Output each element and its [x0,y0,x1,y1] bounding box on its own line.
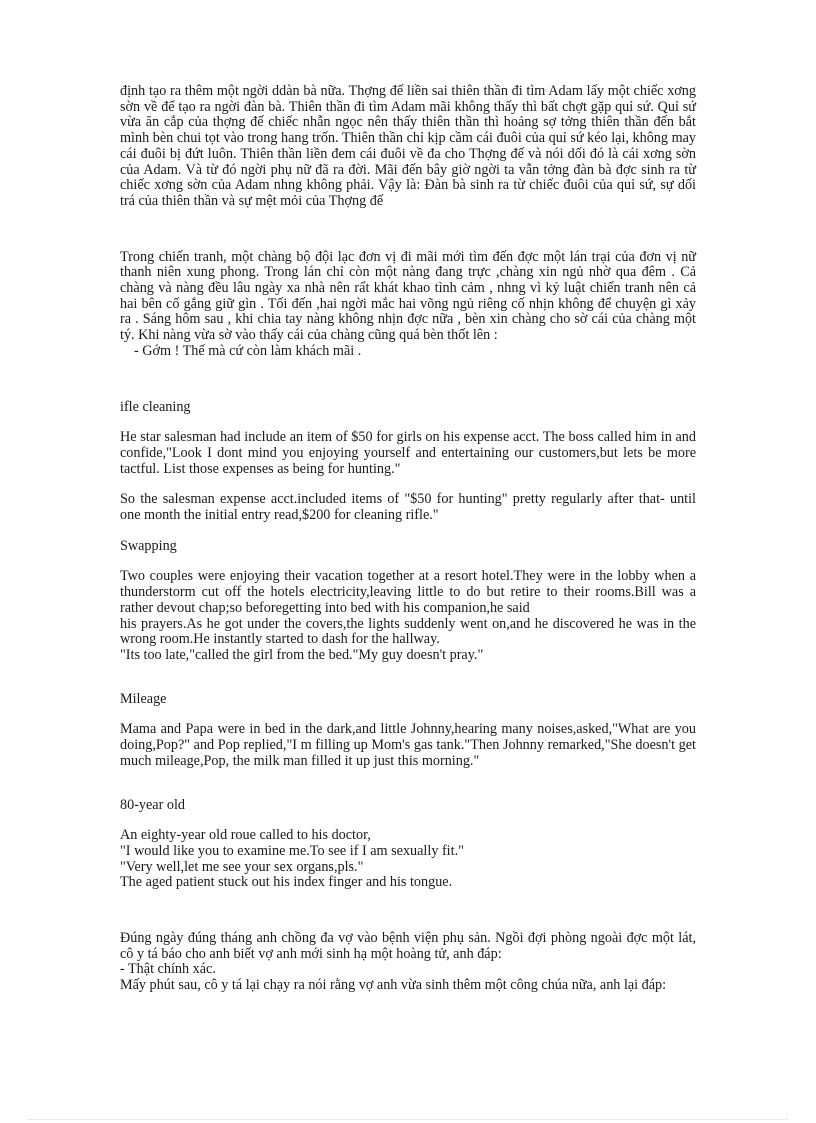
swapping-story-title: Swapping [120,537,177,554]
eighty-year-story-title: 80-year old [120,796,186,813]
hospital-story-line-2: - Thật chính xác. [120,961,216,978]
eighty-year-story-line-4: The aged patient stuck out his index finger and his tongue. [120,874,453,891]
hospital-story-paragraph-3: Mấy phút sau, cô y tá lại chạy ra nói rằng vợ anh vừa sinh thêm một công chúa nữa, anh lại đáp: [120,977,667,994]
rifle-story-title: ifle cleaning [120,398,191,415]
rifle-story-paragraph-1: He star salesman had include an item of $50 for girls on his expense acct. The boss called him in and confide,"Look I dont mind you enjoying yourself and entertaining our customers,but lets be more tactful. List those expenses as being for hunting." [120,429,696,477]
eighty-year-story-line-1: An eighty-year old roue called to his doctor, [120,827,371,844]
hospital-story-paragraph-1: Đúng ngày đúng tháng anh chồng đa vợ vào bệnh viện phụ sản. Ngồi đợi phòng ngoài đợc một lát, cô y tá báo cho anh biết vợ anh mới sinh hạ một hoàng tử, anh đáp: [120,930,696,962]
swapping-story-paragraph-3: "Its too late,"called the girl from the bed."My guy doesn't pray." [120,646,484,663]
soldier-story-paragraph: Trong chiến tranh, một chàng bộ đội lạc đơn vị đi mãi mới tìm đến đợc một lán trại của đơn vị nữ thanh niên xung phong. Trong lán chỉ còn một nàng đang trực ,chàng xin ngủ nhờ qua đêm . Cả chàng và nàng đều lâu ngày xa nhà nên rất khát khao tình cảm , nhng vì kỷ luật chiến tranh nên cả hai bên cố gắng giữ gìn . Tối đến ,hai ngời mắc hai võng ngủ riêng cố nhịn không để chuyện gì xảy ra . Sáng hôm sau , khi chia tay nàng không nhịn đợc nữa , bèn xin chàng cho sờ cái của chàng một tý. Khi nàng vừa sờ vào thấy cái của chàng cũng quá bèn thốt lên : [120,248,696,344]
eighty-year-story-line-2: "I would like you to examine me.To see if I am sexually fit." [120,842,464,859]
page-bottom-divider [28,1119,788,1120]
soldier-story-quote: - Gớm ! Thế mà cứ còn làm khách mãi . [134,342,362,359]
mileage-story-paragraph: Mama and Papa were in bed in the dark,and little Johnny,hearing many noises,asked,"What are you doing,Pop?" and Pop replied,"I m filling up Mom's gas tank."Then Johnny remarked,"She doesn't get much mileage,Pop, the milk man filled it up just this morning." [120,721,696,769]
swapping-story-paragraph-2: his prayers.As he got under the covers,the lights suddenly went on,and he discovered he was in the wrong room.He instantly started to dash for the hallway. [120,615,696,648]
eighty-year-story-line-3: "Very well,let me see your sex organs,pls." [120,858,364,875]
adam-story-paragraph: định tạo ra thêm một ngời ddàn bà nữa. Thợng đế liền sai thiên thần đi tìm Adam lấy một chiếc xơng sờn về để tạo ra ngời đàn bà. Thiên thần đi tìm Adam mãi không thấy thì bất chợt gặp quỉ sứ. Quỉ sứ vừa ăn cắp của thợng đế chiếc nhẫn ngọc nên thấy thiên thần thì hoảng sợ tởng thiên thần đến bắt mình bèn chui tọt vào trong hang trốn. Thiên thần chỉ kịp cầm cái đuôi của quỉ sứ kéo lại, không may cái đuôi bị đứt luôn. Thiên thần liền đem cái đuôi về đa cho Thợng đế và nói dối đó là cái xơng sờn của Adam. Và từ đó ngời phụ nữ đã ra đời. Mãi đến bây giờ ngời ta vẫn tởng đàn bà đợc sinh ra từ chiếc xơng sờn của Adam nhng không phải. Vậy là: Đàn bà sinh ra từ chiếc đuôi của quỉ sứ, sự dối trá của thiên thần và sự mệt mỏi của Thợng đế [120,83,696,209]
mileage-story-title: Mileage [120,690,167,707]
rifle-story-paragraph-2: So the salesman expense acct.included items of "$50 for hunting" pretty regularly after that- until one month the initial entry read,$200 for cleaning rifle." [120,491,696,524]
swapping-story-paragraph-1: Two couples were enjoying their vacation together at a resort hotel.They were in the lobby when a thunderstorm cut off the hotels electricity,leaving little to do but retire to their rooms.Bill was a rather devout chap;so beforegetting into bed with his companion,he said [120,568,696,616]
page-content [120,84,696,994]
